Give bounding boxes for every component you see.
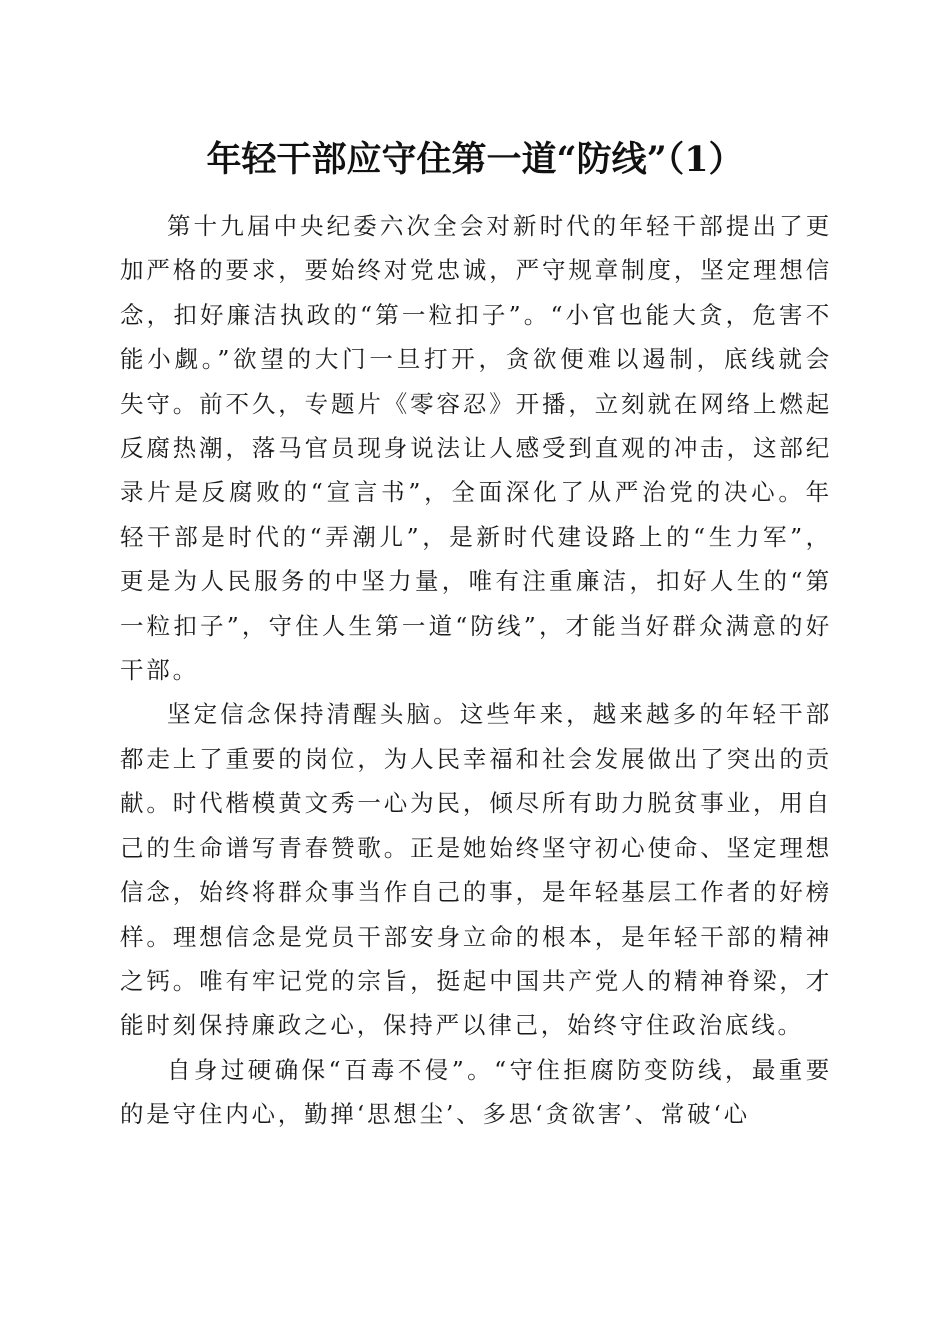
paragraph-1: 第十九届中央纪委六次全会对新时代的年轻干部提出了更加严格的要求，要始终对党忠诚，严守规章制度，坚定理想信念，扣好廉洁执政的“第一粒扣子”。“小官也能大贪，危害不能小觑。”欲望的大门一旦打开，贪欲便难以遏制，底线就会失守。前不久，专题片《零容忍》开播，立刻就在网络上燃起反腐热潮，落马官员现身说法让人感受到直观的冲击，这部纪录片是反腐败的“宣言书”，全面深化了从严治党的决心。年轻干部是时代的“弄潮儿”，是新时代建设路上的“生力军”，更是为人民服务的中坚力量，唯有注重廉洁，扣好人生的“第一粒扣子”，守住人生第一道“防线”，才能当好群众满意的好干部。 xyxy=(120,212,832,685)
paragraph-3: 自身过硬确保“百毒不侵”。“守住拒腐防变防线，最重要的是守住内心，勤掸‘思想尘’、多思‘贪欲害’、常破‘心 xyxy=(120,1055,832,1129)
paragraph-2: 坚定信念保持清醒头脑。这些年来，越来越多的年轻干部都走上了重要的岗位，为人民幸福和社会发展做出了突出的贡献。时代楷模黄文秀一心为民，倾尽所有助力脱贫事业，用自己的生命谱写青春赞歌。正是她始终坚守初心使命、坚定理想信念，始终将群众事当作自己的事，是年轻基层工作者的好榜样。理想信念是党员干部安身立命的根本，是年轻干部的精神之钙。唯有牢记党的宗旨，挺起中国共产党人的精神脊梁，才能时刻保持廉政之心，保持严以律己，始终守住政治底线。 xyxy=(120,700,832,1040)
document-body xyxy=(120,204,832,1137)
document-title: 年轻干部应守住第一道“防线”（1） xyxy=(206,139,744,180)
